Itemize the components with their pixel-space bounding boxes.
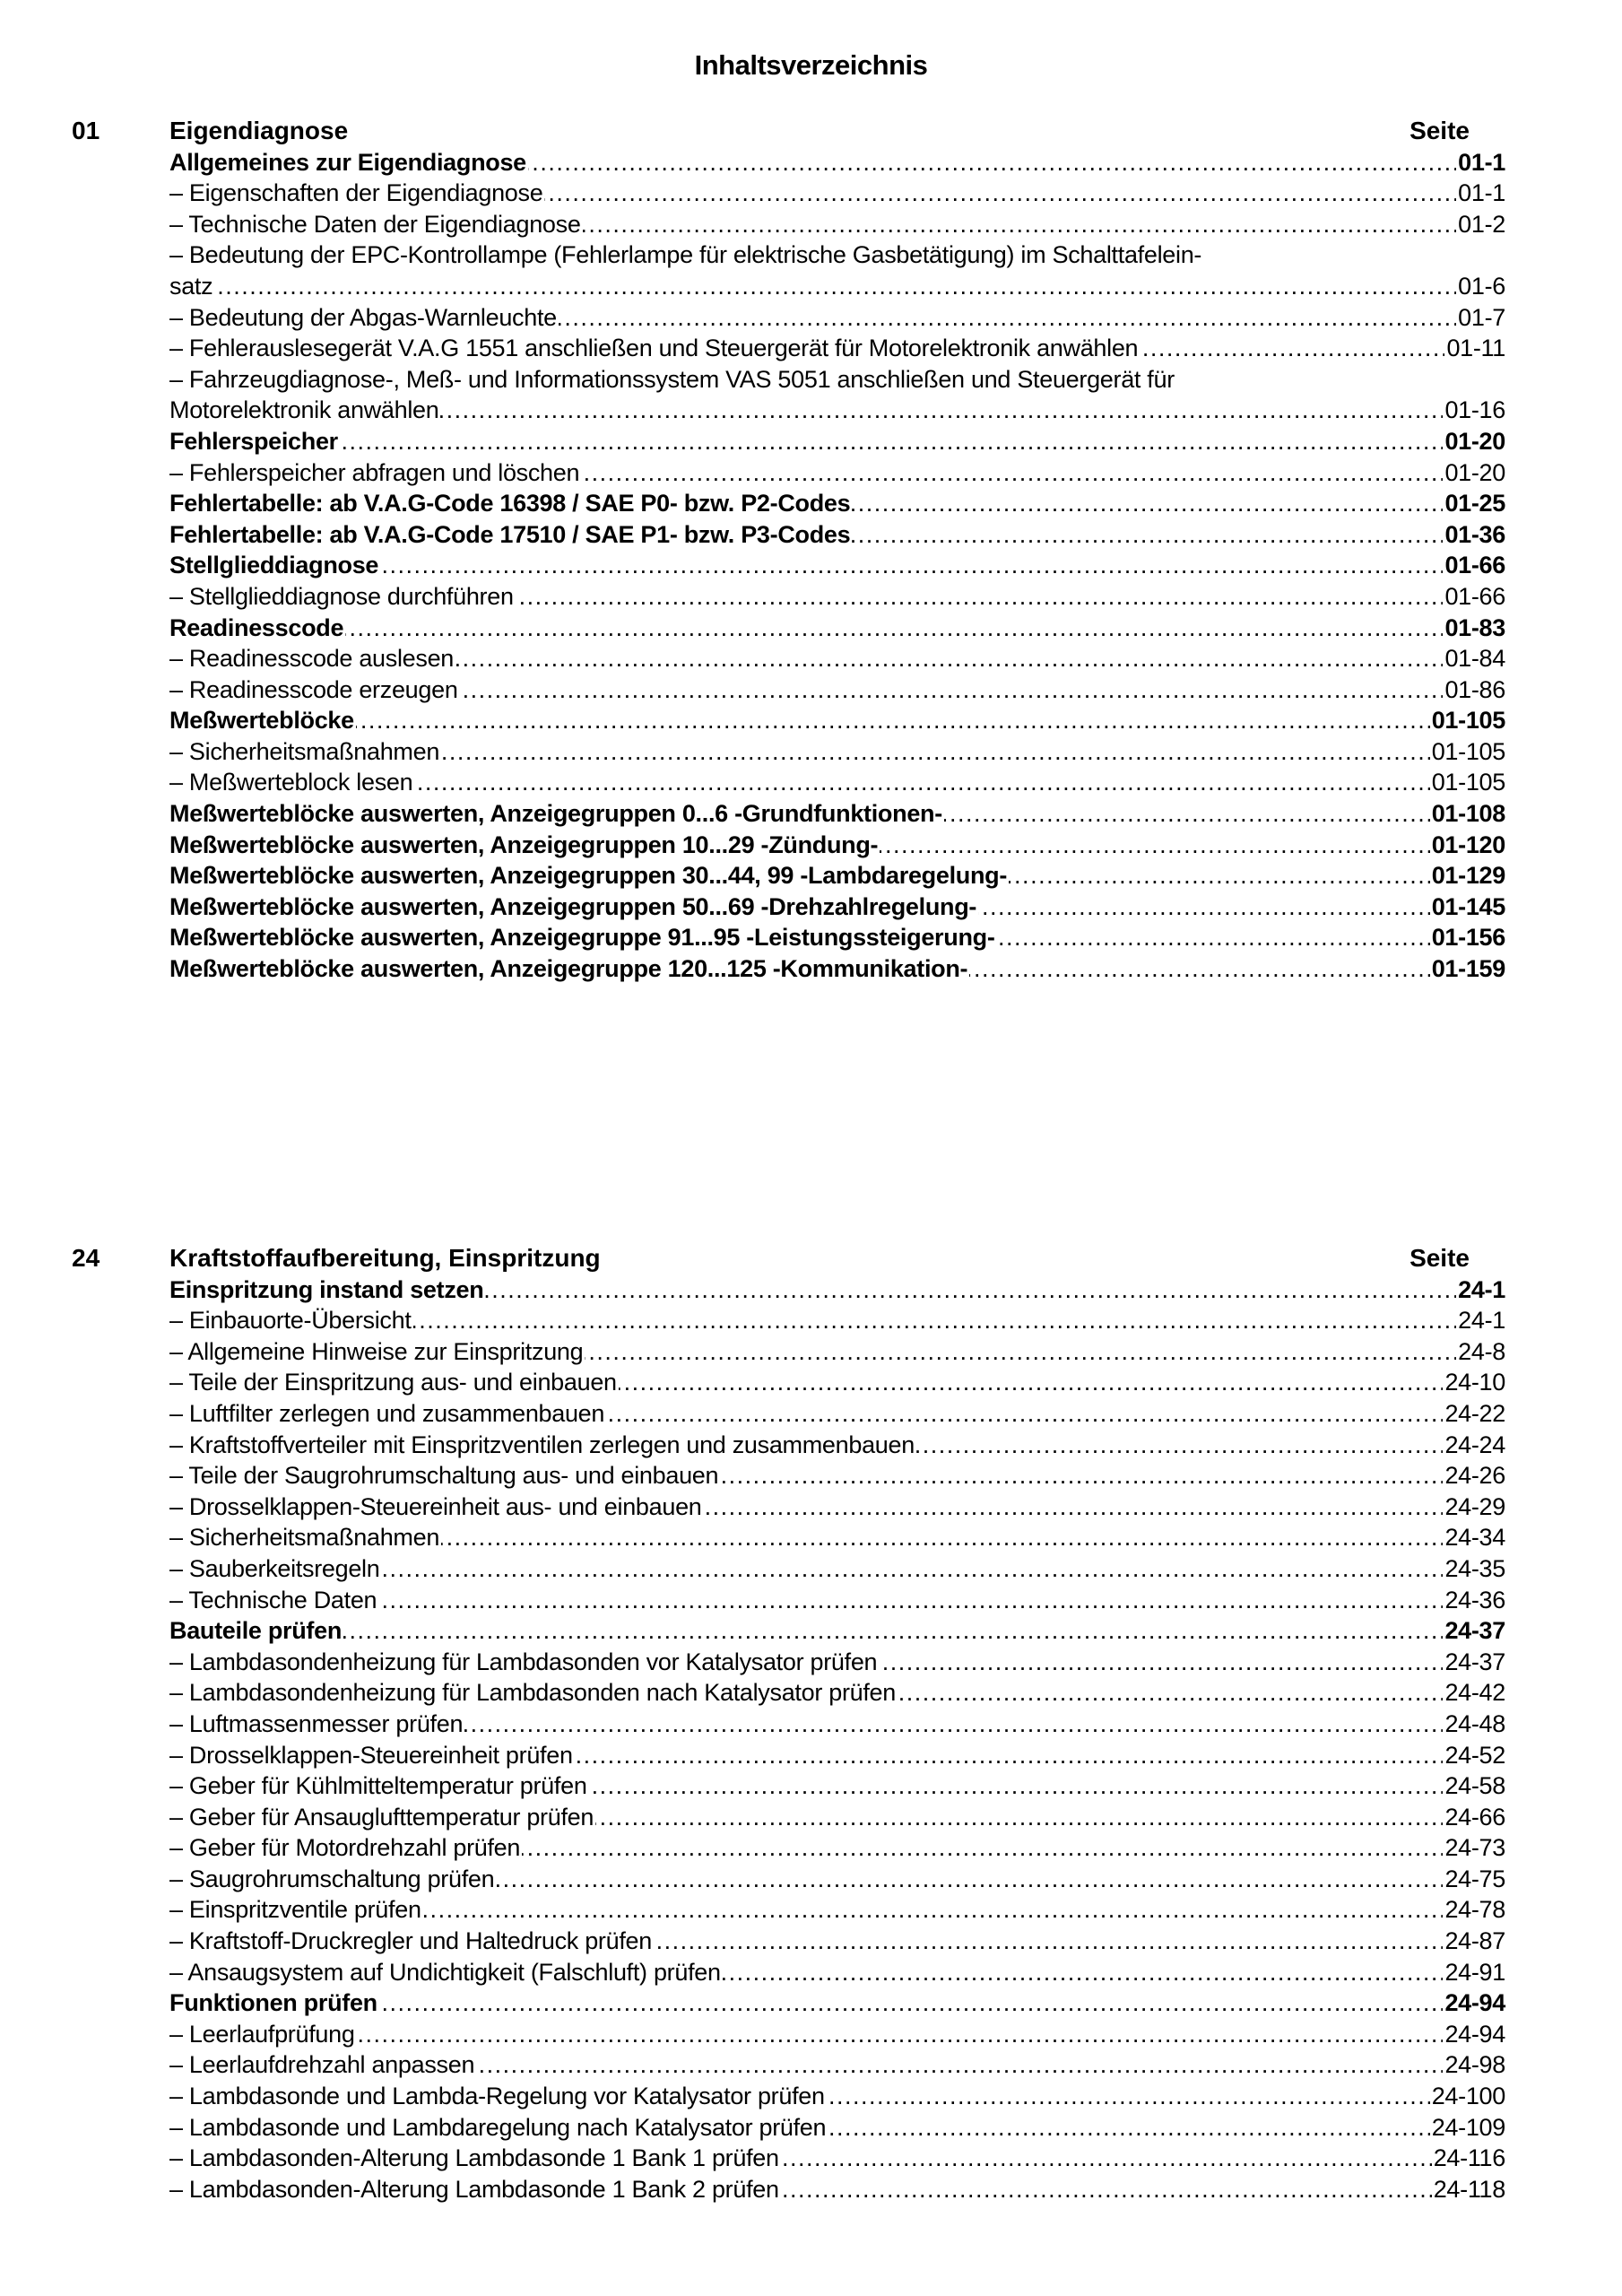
toc-entry[interactable] bbox=[169, 2143, 1505, 2174]
toc-entry-title: – Readinesscode auslesen bbox=[169, 645, 455, 673]
toc-entry-page: 24-94 bbox=[1444, 1989, 1505, 2017]
toc-entry-page: 24-1 bbox=[1458, 1275, 1505, 1303]
toc-entry[interactable] bbox=[169, 1492, 1505, 1523]
dot-leader bbox=[619, 1367, 1444, 1398]
dot-leader bbox=[852, 519, 1443, 551]
toc-entry-page: 01-2 bbox=[1458, 210, 1505, 238]
toc-entry-title: Fehlerspeicher bbox=[169, 427, 338, 455]
page-column-label: Seite bbox=[1409, 1244, 1470, 1272]
dot-leader bbox=[879, 1647, 1443, 1678]
toc-entry-title: – Geber für Ansauglufttemperatur prüfen bbox=[169, 1803, 594, 1831]
toc-entry-title: – Teile der Einspritzung aus- und einbauen bbox=[169, 1369, 617, 1396]
toc-entry[interactable] bbox=[169, 705, 1505, 736]
toc-entry-title: – Geber für Motordrehzahl prüfen bbox=[169, 1834, 521, 1862]
dot-leader bbox=[606, 1398, 1443, 1430]
section-heading bbox=[169, 116, 1505, 147]
toc-entry-page: 24-91 bbox=[1444, 1958, 1505, 1986]
toc-entry[interactable] bbox=[169, 2019, 1505, 2050]
toc-entry-title: – Fehlerauslesegerät V.A.G 1551 anschließen und Steuergerät für Motorelektronik anwählen bbox=[169, 335, 1139, 362]
dot-leader bbox=[944, 798, 1430, 830]
toc-entry-title: – Meßwerteblock lesen bbox=[169, 769, 413, 796]
toc-entry[interactable] bbox=[169, 302, 1505, 334]
dot-leader bbox=[380, 550, 1443, 581]
toc-entry-page: 24-22 bbox=[1444, 1399, 1505, 1427]
toc-entry-page: 01-120 bbox=[1431, 831, 1505, 858]
section-number: 24 bbox=[72, 1244, 100, 1272]
toc-entry-page: 24-73 bbox=[1444, 1834, 1505, 1862]
dot-leader bbox=[997, 922, 1430, 953]
dot-leader bbox=[781, 2174, 1432, 2205]
toc-entry-title: – Bedeutung der EPC-Kontrollampe (Fehlerlampe für elektrische Gasbetätigung) im Schalttafelein- bbox=[169, 241, 1202, 269]
dot-leader bbox=[559, 302, 1456, 334]
toc-entry-title: – Eigenschaften der Eigendiagnose bbox=[169, 179, 543, 207]
toc-entry-page: 24-26 bbox=[1444, 1462, 1505, 1490]
toc-entry[interactable] bbox=[169, 953, 1505, 985]
toc-entry[interactable] bbox=[169, 426, 1505, 457]
dot-leader bbox=[898, 1677, 1443, 1709]
toc-entry[interactable] bbox=[169, 581, 1505, 613]
toc-entry[interactable] bbox=[169, 1367, 1505, 1398]
toc-entry[interactable] bbox=[169, 1615, 1505, 1647]
toc-entry-page: 01-105 bbox=[1431, 707, 1505, 735]
page-title: Inhaltsverzeichnis bbox=[694, 49, 928, 81]
dot-leader bbox=[464, 1709, 1443, 1740]
dot-leader bbox=[723, 1957, 1444, 1988]
toc-entry-title: – Leerlaufprüfung bbox=[169, 2020, 355, 2048]
toc-entry-page: 01-145 bbox=[1431, 892, 1505, 920]
toc-entry[interactable] bbox=[169, 1957, 1505, 1988]
toc-entry-page: 24-98 bbox=[1444, 2051, 1505, 2079]
toc-entry-title: Meßwerteblöcke auswerten, Anzeigegruppen 30...44, 99 -Lambdaregelung- bbox=[169, 862, 1008, 890]
dot-leader bbox=[583, 209, 1457, 240]
toc-entry-title: – Leerlaufdrehzahl anpassen bbox=[169, 2051, 475, 2079]
toc-entry-title: Meßwerteblöcke auswerten, Anzeigegruppe 120...125 -Kommunikation- bbox=[169, 955, 968, 983]
toc-entry-page: 24-48 bbox=[1444, 1709, 1505, 1737]
toc-entry[interactable] bbox=[169, 1647, 1505, 1678]
toc-entry-page: 01-1 bbox=[1458, 179, 1505, 207]
toc-entry-page: 24-10 bbox=[1444, 1369, 1505, 1396]
toc-entry-title: – Technische Daten der Eigendiagnose bbox=[169, 210, 581, 238]
toc-entry-title: – Technische Daten bbox=[169, 1586, 377, 1613]
dot-leader bbox=[522, 1832, 1443, 1864]
toc-entry-page: 01-7 bbox=[1458, 303, 1505, 331]
toc-entry[interactable] bbox=[169, 1553, 1505, 1585]
toc-entry-page: 24-87 bbox=[1444, 1927, 1505, 1955]
toc-entry[interactable] bbox=[169, 643, 1505, 674]
toc-entry[interactable] bbox=[169, 736, 1505, 768]
toc-entry[interactable] bbox=[169, 798, 1505, 830]
dot-leader bbox=[414, 767, 1429, 798]
toc-entry-title: Meßwerteblöcke bbox=[169, 707, 354, 735]
dot-leader bbox=[496, 1864, 1443, 1895]
toc-entry-title: – Kraftstoffverteiler mit Einspritzventilen zerlegen und zusammenbauen bbox=[169, 1431, 915, 1458]
toc-entry[interactable] bbox=[169, 1740, 1505, 1771]
toc-entry-title: – Sicherheitsmaßnahmen bbox=[169, 1524, 440, 1552]
dot-leader bbox=[413, 1305, 1457, 1336]
toc-entry-title: satz bbox=[169, 272, 213, 300]
dot-leader bbox=[357, 2019, 1444, 2050]
toc-entry-page: 01-66 bbox=[1444, 582, 1505, 610]
toc-entry-title: – Einspritzventile prüfen bbox=[169, 1896, 421, 1924]
toc-entry-title: – Ansaugsystem auf Undichtigkeit (Falschluft) prüfen bbox=[169, 1958, 721, 1986]
toc-entry-title: Meßwerteblöcke auswerten, Anzeigegruppe 91...95 -Leistungssteigerung- bbox=[169, 924, 995, 952]
dot-leader bbox=[544, 178, 1456, 209]
toc-entry-title: Funktionen prüfen bbox=[169, 1989, 377, 2017]
toc-entry-page: 01-159 bbox=[1431, 955, 1505, 983]
dot-leader bbox=[1009, 860, 1430, 891]
dot-leader bbox=[852, 488, 1443, 519]
toc-entry-title: – Teile der Saugrohrumschaltung aus- und einbauen bbox=[169, 1462, 719, 1490]
dot-leader bbox=[423, 1894, 1444, 1926]
toc-entry-page: 01-129 bbox=[1431, 862, 1505, 890]
toc-entry[interactable] bbox=[169, 364, 1505, 396]
toc-entry-title: Einspritzung instand setzen bbox=[169, 1275, 484, 1303]
dot-leader bbox=[476, 2049, 1443, 2081]
toc-entry[interactable] bbox=[169, 922, 1505, 953]
toc-entry-page: 24-1 bbox=[1458, 1307, 1505, 1335]
toc-entry[interactable] bbox=[169, 1305, 1505, 1336]
dot-leader bbox=[485, 1274, 1456, 1306]
toc-entry-page: 01-16 bbox=[1444, 396, 1505, 424]
section-heading-text: Eigendiagnose bbox=[169, 117, 349, 144]
toc-entry[interactable] bbox=[169, 860, 1505, 891]
toc-entry-title: Meßwerteblöcke auswerten, Anzeigegruppen 50...69 -Drehzahlregelung- bbox=[169, 892, 977, 920]
toc-entry-title: – Allgemeine Hinweise zur Einspritzung bbox=[169, 1337, 584, 1365]
toc-entry[interactable] bbox=[169, 2112, 1505, 2144]
section-heading bbox=[169, 1243, 1505, 1274]
toc-entry-title: – Fahrzeugdiagnose-, Meß- und Informationssystem VAS 5051 anschließen und Steuergerät für bbox=[169, 365, 1175, 393]
dot-leader bbox=[704, 1492, 1444, 1523]
toc-entry[interactable] bbox=[169, 1832, 1505, 1864]
toc-entry-title: – Luftmassenmesser prüfen bbox=[169, 1709, 464, 1737]
toc-entry-page: 24-116 bbox=[1433, 2144, 1505, 2172]
toc-entry-title: Bauteile prüfen bbox=[169, 1617, 343, 1645]
toc-entry-page: 24-37 bbox=[1444, 1617, 1505, 1645]
toc-entry-title: Fehlertabelle: ab V.A.G-Code 17510 / SAE P1- bzw. P3-Codes bbox=[169, 520, 851, 548]
dot-leader bbox=[378, 1585, 1443, 1616]
toc-entry[interactable] bbox=[169, 1460, 1505, 1492]
toc-entry-page: 01-105 bbox=[1431, 737, 1505, 765]
section-heading-text: Kraftstoffaufbereitung, Einspritzung bbox=[169, 1244, 601, 1272]
toc-entry-page: 01-11 bbox=[1446, 335, 1505, 362]
toc-entry-title: – Saugrohrumschaltung prüfen bbox=[169, 1865, 495, 1892]
toc-entry-page: 24-66 bbox=[1444, 1803, 1505, 1831]
toc-entry-page: 01-84 bbox=[1444, 645, 1505, 673]
dot-leader bbox=[381, 1553, 1443, 1585]
toc-entry-page: 24-75 bbox=[1444, 1865, 1505, 1892]
toc-entry[interactable] bbox=[169, 178, 1505, 209]
toc-entry-page: 01-105 bbox=[1431, 769, 1505, 796]
dot-leader bbox=[916, 1430, 1443, 1461]
dot-leader bbox=[828, 2112, 1429, 2144]
toc-entry-page: 24-8 bbox=[1458, 1337, 1505, 1365]
dot-leader bbox=[1140, 333, 1444, 364]
toc-rows bbox=[169, 1274, 1505, 2205]
toc-entry-title: – Fehlerspeicher abfragen und löschen bbox=[169, 458, 580, 486]
toc-entry[interactable] bbox=[169, 2081, 1505, 2112]
toc-rows bbox=[169, 147, 1505, 985]
toc-entry-page: 24-58 bbox=[1444, 1772, 1505, 1800]
toc-entry[interactable] bbox=[169, 457, 1505, 489]
toc-entry[interactable] bbox=[169, 209, 1505, 240]
toc-entry-title: Meßwerteblöcke auswerten, Anzeigegruppen 10...29 -Zündung- bbox=[169, 831, 879, 858]
dot-leader bbox=[978, 891, 1430, 923]
section-number: 01 bbox=[72, 117, 100, 144]
toc-entry-page: 24-52 bbox=[1444, 1741, 1505, 1769]
toc-entry[interactable] bbox=[169, 2049, 1505, 2081]
dot-leader bbox=[654, 1926, 1443, 1957]
dot-leader bbox=[214, 271, 1456, 302]
dot-leader bbox=[356, 705, 1430, 736]
dot-leader bbox=[441, 736, 1430, 768]
toc-entry[interactable] bbox=[169, 1770, 1505, 1802]
toc-entry-page: 24-36 bbox=[1444, 1586, 1505, 1613]
toc-entry[interactable] bbox=[169, 239, 1505, 271]
toc-entry[interactable] bbox=[169, 613, 1505, 644]
toc-entry[interactable] bbox=[169, 1709, 1505, 1740]
toc-entry-title: Fehlertabelle: ab V.A.G-Code 16398 / SAE P0- bzw. P2-Codes bbox=[169, 490, 851, 517]
toc-entry-page: 24-34 bbox=[1444, 1524, 1505, 1552]
toc-entry[interactable] bbox=[169, 1398, 1505, 1430]
dot-leader bbox=[343, 1615, 1443, 1647]
dot-leader bbox=[455, 643, 1443, 674]
toc-entry[interactable] bbox=[169, 1585, 1505, 1616]
dot-leader bbox=[720, 1460, 1443, 1492]
toc-entry-title: Meßwerteblöcke auswerten, Anzeigegruppen 0...6 -Grundfunktionen- bbox=[169, 800, 942, 828]
dot-leader bbox=[969, 953, 1429, 985]
dot-leader bbox=[441, 1522, 1443, 1553]
toc-entry-title: – Lambdasondenheizung für Lambdasonden nach Katalysator prüfen bbox=[169, 1679, 896, 1707]
dot-leader bbox=[575, 1740, 1444, 1771]
toc-entry-page: 24-94 bbox=[1444, 2020, 1505, 2048]
toc-entry-page: 01-36 bbox=[1444, 520, 1505, 548]
toc-entry-title: – Stellglieddiagnose durchführen bbox=[169, 582, 514, 610]
toc-entry[interactable] bbox=[169, 1802, 1505, 1833]
toc-entry-page: 01-20 bbox=[1444, 427, 1505, 455]
toc-entry-page: 24-42 bbox=[1444, 1679, 1505, 1707]
toc-entry[interactable] bbox=[169, 271, 1505, 302]
toc-entry-title: – Sauberkeitsregeln bbox=[169, 1554, 380, 1582]
toc-entry-title: – Einbauorte-Übersicht bbox=[169, 1307, 412, 1335]
toc-entry[interactable] bbox=[169, 674, 1505, 706]
toc-entry-title: – Luftfilter zerlegen und zusammenbauen bbox=[169, 1399, 605, 1427]
toc-entry[interactable] bbox=[169, 395, 1505, 426]
dot-leader bbox=[460, 674, 1444, 706]
toc-entry[interactable] bbox=[169, 1336, 1505, 1368]
toc-entry[interactable] bbox=[169, 1987, 1505, 2019]
dot-leader bbox=[581, 457, 1443, 489]
toc-entry[interactable] bbox=[169, 1522, 1505, 1553]
toc-entry-title: Motorelektronik anwählen bbox=[169, 396, 439, 424]
toc-entry-page: 24-78 bbox=[1444, 1896, 1505, 1924]
toc-entry-title: – Sicherheitsmaßnahmen bbox=[169, 737, 440, 765]
toc-entry-title: – Bedeutung der Abgas-Warnleuchte bbox=[169, 303, 557, 331]
dot-leader bbox=[440, 395, 1443, 426]
dot-leader bbox=[528, 147, 1456, 178]
toc-entry[interactable] bbox=[169, 147, 1505, 178]
toc-entry-title: – Geber für Kühlmitteltemperatur prüfen bbox=[169, 1772, 587, 1800]
dot-leader bbox=[880, 830, 1429, 861]
toc-entry-page: 24-37 bbox=[1444, 1648, 1505, 1675]
toc-entry-page: 01-25 bbox=[1444, 490, 1505, 517]
toc-entry-page: 24-100 bbox=[1431, 2083, 1505, 2110]
toc-entry[interactable] bbox=[169, 333, 1505, 364]
toc-entry[interactable] bbox=[169, 1677, 1505, 1709]
toc-entry-title: – Lambdasonden-Alterung Lambdasonde 1 Bank 1 prüfen bbox=[169, 2144, 779, 2172]
dot-leader bbox=[379, 1987, 1444, 2019]
toc-entry-page: 01-83 bbox=[1444, 613, 1505, 641]
dot-leader bbox=[781, 2143, 1432, 2174]
toc-entry[interactable] bbox=[169, 550, 1505, 581]
toc-entry-page: 24-109 bbox=[1431, 2113, 1505, 2141]
toc-entry-page: 24-35 bbox=[1444, 1554, 1505, 1582]
toc-entry-page: 01-66 bbox=[1444, 552, 1505, 579]
toc-entry-page: 01-86 bbox=[1444, 675, 1505, 703]
toc-entry[interactable] bbox=[169, 519, 1505, 551]
toc-entry-title: – Lambdasonde und Lambdaregelung nach Katalysator prüfen bbox=[169, 2113, 827, 2141]
page-column-label: Seite bbox=[1409, 117, 1470, 144]
toc-entry[interactable] bbox=[169, 1894, 1505, 1926]
toc-entry-title: Readinesscode bbox=[169, 613, 344, 641]
toc-entry-title: – Kraftstoff-Druckregler und Haltedruck prüfen bbox=[169, 1927, 652, 1955]
toc-entry[interactable] bbox=[169, 2174, 1505, 2205]
toc-entry-title: – Drosselklappen-Steuereinheit prüfen bbox=[169, 1741, 573, 1769]
toc-entry-page: 01-6 bbox=[1458, 272, 1505, 300]
toc-entry[interactable] bbox=[169, 488, 1505, 519]
toc-entry-title: – Lambdasonde und Lambda-Regelung vor Katalysator prüfen bbox=[169, 2083, 825, 2110]
dot-leader bbox=[516, 581, 1444, 613]
toc-entry-page: 24-29 bbox=[1444, 1492, 1505, 1520]
dot-leader bbox=[595, 1802, 1443, 1833]
dot-leader bbox=[345, 613, 1443, 644]
toc-entry[interactable] bbox=[169, 767, 1505, 798]
toc-entry-title: Allgemeines zur Eigendiagnose bbox=[169, 148, 526, 176]
toc-entry-page: 01-108 bbox=[1431, 800, 1505, 828]
dot-leader bbox=[340, 426, 1444, 457]
dot-leader bbox=[585, 1336, 1456, 1368]
toc-entry[interactable] bbox=[169, 1274, 1505, 1306]
toc-entry[interactable] bbox=[169, 891, 1505, 923]
toc-entry[interactable] bbox=[169, 1926, 1505, 1957]
toc-entry[interactable] bbox=[169, 1864, 1505, 1895]
toc-entry-page: 01-1 bbox=[1458, 148, 1505, 176]
toc-entry[interactable] bbox=[169, 830, 1505, 861]
toc-entry-title: – Lambdasonden-Alterung Lambdasonde 1 Bank 2 prüfen bbox=[169, 2175, 779, 2203]
toc-entry-page: 24-24 bbox=[1444, 1431, 1505, 1458]
toc-entry-page: 01-156 bbox=[1431, 924, 1505, 952]
dot-leader bbox=[827, 2081, 1430, 2112]
dot-leader bbox=[589, 1770, 1444, 1802]
toc-entry-title: – Lambdasondenheizung für Lambdasonden vor Katalysator prüfen bbox=[169, 1648, 878, 1675]
toc-entry-page: 24-118 bbox=[1433, 2175, 1505, 2203]
toc-entry-title: – Drosselklappen-Steuereinheit aus- und einbauen bbox=[169, 1492, 702, 1520]
toc-entry-title: Stellglieddiagnose bbox=[169, 552, 379, 579]
toc-entry-title: – Readinesscode erzeugen bbox=[169, 675, 458, 703]
toc-entry-page: 01-20 bbox=[1444, 458, 1505, 486]
toc-entry[interactable] bbox=[169, 1430, 1505, 1461]
